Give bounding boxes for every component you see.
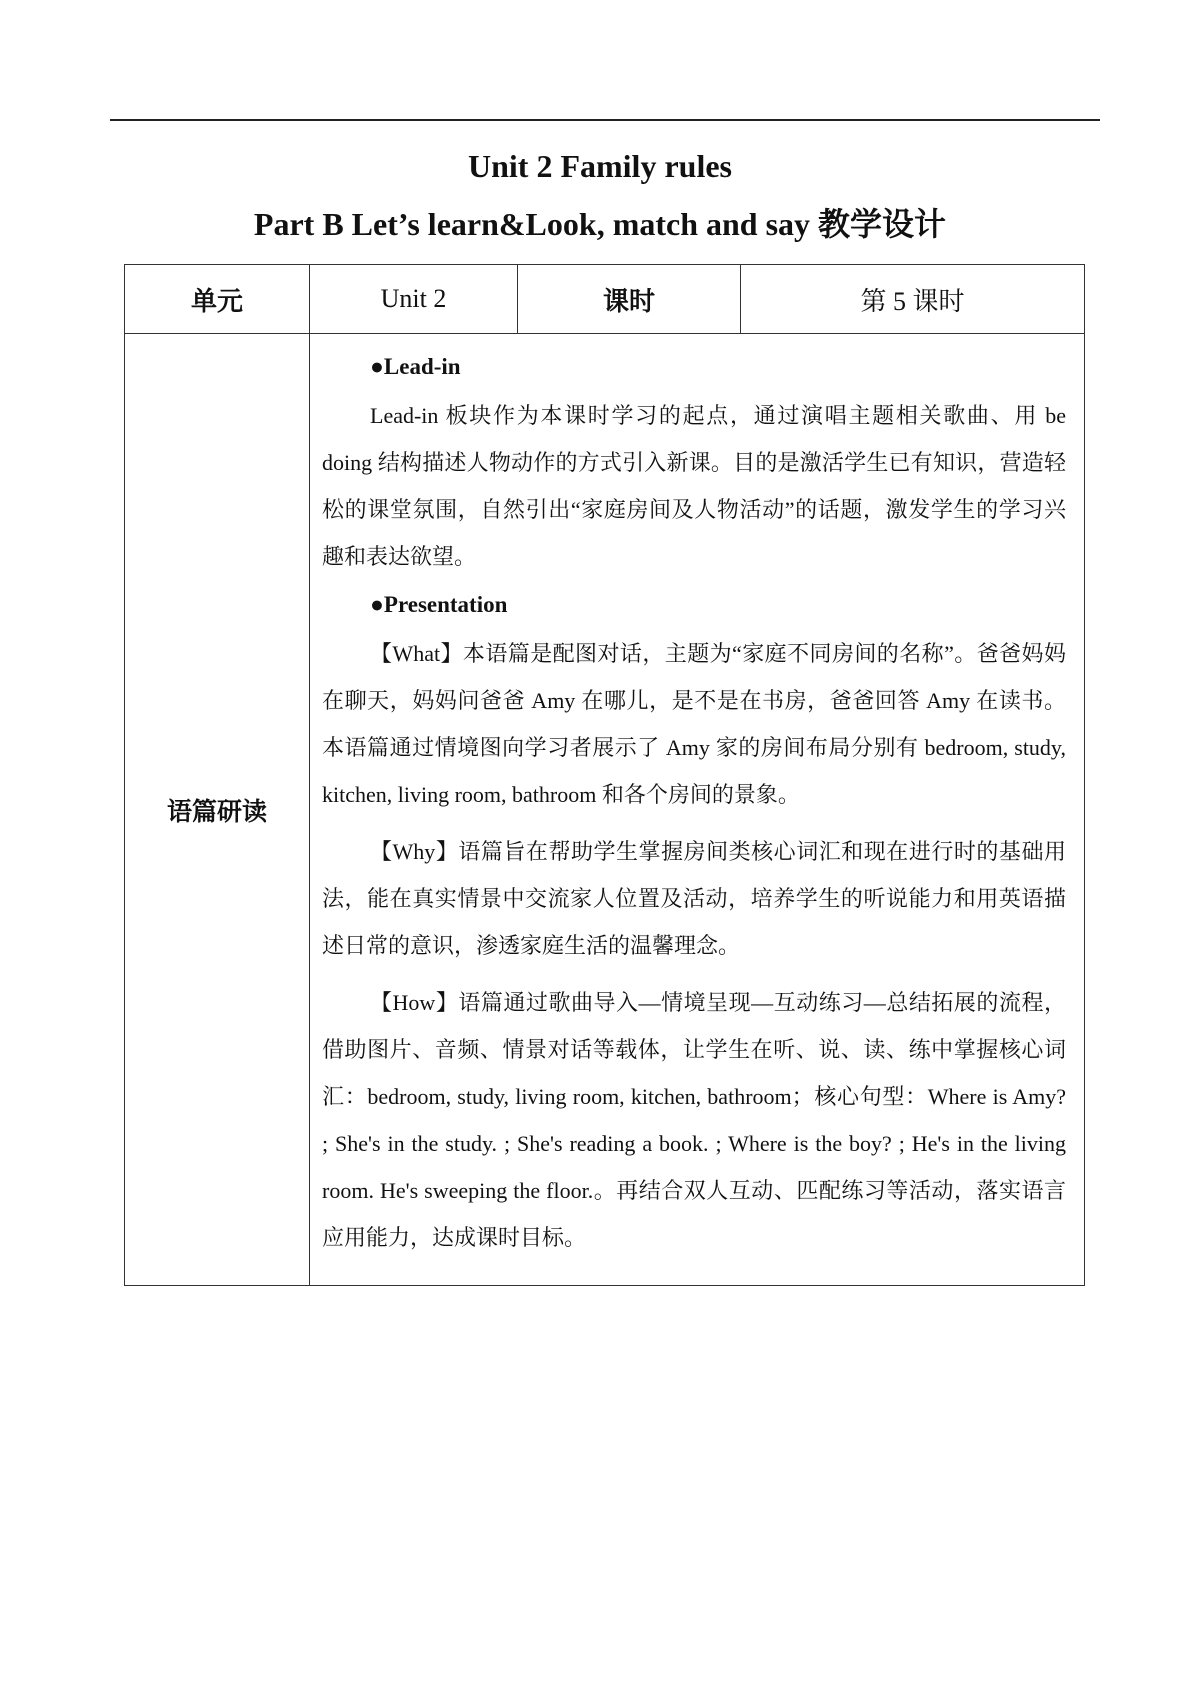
document-title: Unit 2 Family rules	[468, 148, 732, 184]
section-heading-presentation: ●Presentation	[370, 592, 508, 617]
how-paragraph: 【How】语篇通过歌曲导入—情境呈现—互动练习—总结拓展的流程，借助图片、音频、情景对话等载体，让学生在听、说、读、练中掌握核心词汇：bedroom, study, living room, kitchen, bathroom；核心句型：Where is Amy? ; She's in the study. ; She's reading a book. ; Where is the boy? ; He's in the living room. He's sweeping the floor.。再结合双人互动、匹配练习等活动，落实语言应用能力，达成课时目标。	[322, 990, 1066, 1250]
why-paragraph: 【Why】语篇旨在帮助学生掌握房间类核心词汇和现在进行时的基础用法，能在真实情景中交流家人位置及活动，培养学生的听说能力和用英语描述日常的意识，渗透家庭生活的温馨理念。	[322, 839, 1066, 958]
what-paragraph: 【What】本语篇是配图对话，主题为“家庭不同房间的名称”。爸爸妈妈在聊天，妈妈问爸爸 Amy 在哪儿，是不是在书房，爸爸回答 Amy 在读书。本语篇通过情境图向学习者展示了 Amy 家的房间布局分别有 bedroom, study, kitchen, living room, bathroom 和各个房间的景象。	[322, 641, 1066, 807]
text-analysis-content	[310, 334, 1085, 1286]
unit-value-cell: Unit 2	[310, 265, 518, 334]
text-analysis-label: 语篇研读	[125, 334, 310, 1286]
lesson-plan-table	[124, 264, 1085, 1286]
document-subtitle: Part B Let’s learn&Look, match and say 教学设计	[253, 206, 947, 242]
unit-label-cell: 单元	[125, 265, 310, 334]
period-value-cell: 第 5 课时	[741, 265, 1085, 334]
period-label-cell: 课时	[518, 265, 741, 334]
section-heading-lead-in: ●Lead-in	[370, 354, 461, 379]
table-header-row	[125, 265, 1085, 334]
lead-in-paragraph: Lead-in 板块作为本课时学习的起点，通过演唱主题相关歌曲、用 be doing 结构描述人物动作的方式引入新课。目的是激活学生已有知识，营造轻松的课堂氛围，自然引出“家庭房间及人物活动”的话题，激发学生的学习兴趣和表达欲望。	[322, 403, 1066, 569]
header-rule	[110, 119, 1100, 121]
text-analysis-row	[125, 334, 1085, 1286]
